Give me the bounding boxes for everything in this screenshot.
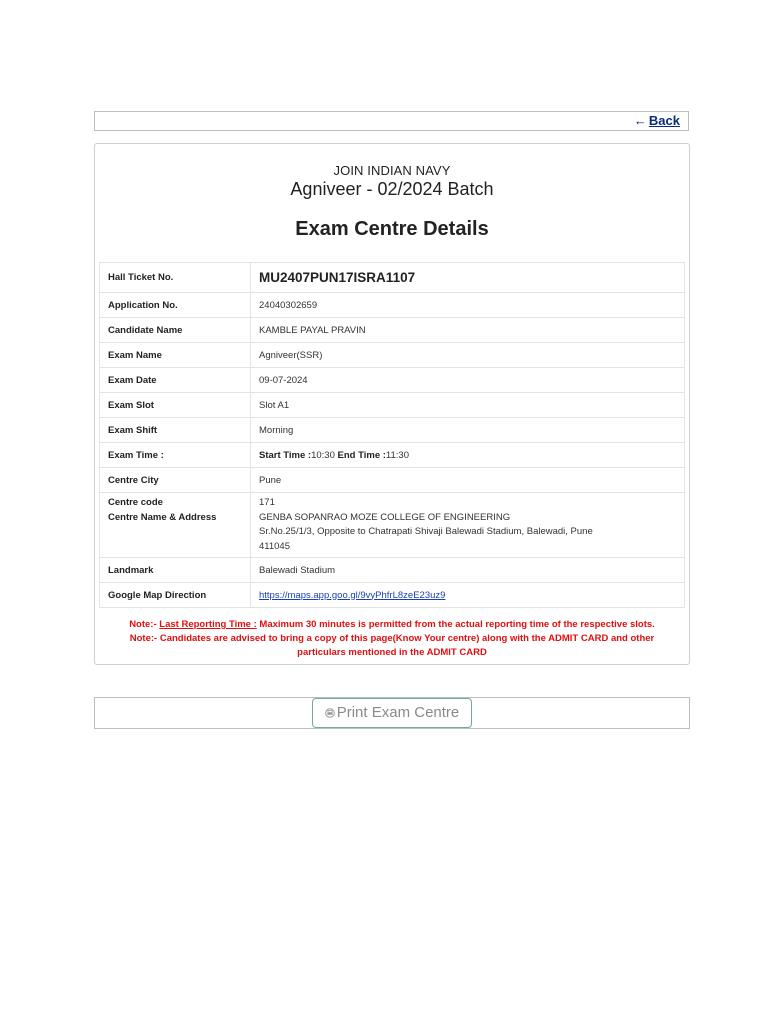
- centre-name-label: Centre Name & Address: [108, 511, 217, 523]
- end-time-label: End Time :: [337, 449, 386, 461]
- back-bar: [94, 111, 689, 131]
- left-arrow-icon: ←: [633, 113, 647, 128]
- centre-code-label: Centre code: [108, 497, 163, 508]
- centre-name-value: GENBA SOPANRAO MOZE COLLEGE OF ENGINEERING: [259, 511, 511, 523]
- exam-slot-label: Exam Slot: [100, 393, 251, 418]
- exam-time-value: [251, 443, 685, 468]
- exam-time-label: Exam Time :: [100, 443, 251, 468]
- note1-prefix: Note:-: [129, 619, 157, 630]
- landmark-value: Balewadi Stadium: [251, 558, 685, 583]
- back-link[interactable]: [634, 113, 680, 129]
- note1-text: Maximum 30 minutes is permitted from the actual reporting time of the respective slots.: [259, 619, 655, 630]
- exam-name-value: Agniveer(SSR): [251, 343, 685, 368]
- table-row: [100, 293, 685, 318]
- map-direction-label: Google Map Direction: [100, 583, 251, 608]
- end-time-value: 11:30: [385, 449, 409, 461]
- batch-title: Agniveer - 02/2024 Batch: [290, 179, 494, 199]
- application-label: Application No.: [100, 293, 251, 318]
- centre-code-value: 171: [259, 497, 275, 508]
- exam-slot-value: Slot A1: [251, 393, 685, 418]
- table-row: [100, 558, 685, 583]
- exam-date-value: 09-07-2024: [251, 368, 685, 393]
- centre-city-label: Centre City: [100, 468, 251, 493]
- table-row: [100, 318, 685, 343]
- centre-address-line2: 411045: [259, 540, 290, 552]
- map-direction-link[interactable]: https://maps.app.goo.gl/9vyPhfrL8zeE23uz9: [259, 589, 446, 601]
- printer-icon: [325, 708, 335, 718]
- exam-centre-card: [94, 143, 690, 665]
- map-direction-cell: [251, 583, 685, 608]
- exam-shift-label: Exam Shift: [100, 418, 251, 443]
- table-row: [100, 493, 685, 558]
- start-time-label: Start Time :: [259, 449, 312, 461]
- note2-line1: Note:- Candidates are advised to bring a copy of this page(Know Your centre) along with the ADMIT CARD and other: [129, 633, 655, 644]
- candidate-label: Candidate Name: [100, 318, 251, 343]
- note-reporting-time: [95, 618, 689, 632]
- centre-city-value: Pune: [251, 468, 685, 493]
- print-label: Print Exam Centre: [336, 704, 460, 721]
- print-exam-centre-button[interactable]: [312, 698, 472, 728]
- application-value: 24040302659: [251, 293, 685, 318]
- hall-ticket-label: Hall Ticket No.: [100, 263, 251, 293]
- exam-date-label: Exam Date: [100, 368, 251, 393]
- table-row: [100, 393, 685, 418]
- table-row: [100, 263, 685, 293]
- back-label: Back: [648, 113, 680, 128]
- start-time-value: 10:30: [311, 449, 335, 461]
- note2-line2: particulars mentioned in the ADMIT CARD: [297, 647, 487, 658]
- centre-address-line1: Sr.No.25/1/3, Opposite to Chatrapati Shivaji Balewadi Stadium, Balewadi, Pune: [259, 526, 593, 537]
- table-row: [100, 468, 685, 493]
- table-row: [100, 443, 685, 468]
- centre-labels: [100, 493, 251, 558]
- notes: [95, 618, 689, 660]
- table-row: [100, 368, 685, 393]
- note1-link: Last Reporting Time :: [159, 619, 257, 630]
- table-row: [100, 418, 685, 443]
- centre-values: [251, 493, 685, 558]
- organization-title: JOIN INDIAN NAVY: [333, 163, 451, 178]
- exam-shift-value: Morning: [251, 418, 685, 443]
- exam-name-label: Exam Name: [100, 343, 251, 368]
- table-row: [100, 343, 685, 368]
- page-title: Exam Centre Details: [295, 218, 489, 240]
- print-bar: [94, 697, 690, 729]
- landmark-label: Landmark: [100, 558, 251, 583]
- table-row: [100, 583, 685, 608]
- candidate-value: KAMBLE PAYAL PRAVIN: [251, 318, 685, 343]
- hall-ticket-value: MU2407PUN17ISRA1107: [251, 263, 685, 293]
- details-table: [99, 262, 685, 608]
